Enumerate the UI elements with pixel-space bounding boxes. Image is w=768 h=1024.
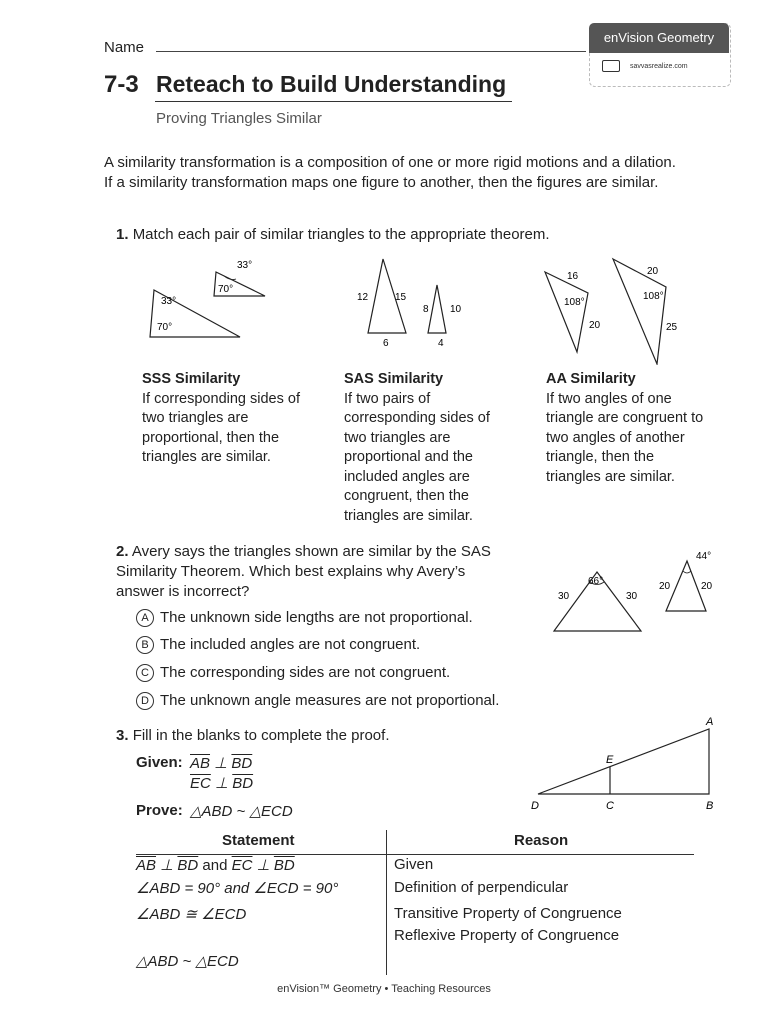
- reason-row-3: Transitive Property of Congruence: [394, 905, 622, 922]
- q3-figure: [528, 715, 718, 815]
- statement-row-5: △ABD ~ △ECD: [136, 953, 239, 970]
- theorem-body: If two angles of one triangle are congruent to two angles of another triangle, then the triangles are similar.: [546, 390, 704, 485]
- question-3-text: Fill in the blanks to complete the proof.: [132, 727, 390, 744]
- choice-a-bubble[interactable]: A: [136, 609, 154, 627]
- choice-d-bubble[interactable]: D: [136, 692, 154, 710]
- question-2-number: 2.: [116, 543, 129, 560]
- statement-row-2: ∠ABD = 90° and ∠ECD = 90°: [136, 880, 339, 897]
- svg-text:20: 20: [659, 581, 671, 592]
- svg-text:108°: 108°: [643, 291, 664, 302]
- svg-text:E: E: [606, 754, 614, 766]
- theorem-aa: [546, 370, 706, 487]
- svg-text:66°: 66°: [588, 576, 604, 587]
- svg-text:6: 6: [383, 338, 389, 349]
- choice-a[interactable]: [136, 609, 473, 627]
- theorem-sss: [142, 370, 322, 468]
- choice-a-text: The unknown side lengths are not proportional.: [160, 609, 473, 626]
- brand-logo: enVision Geometry: [589, 23, 729, 53]
- page-subtitle: Proving Triangles Similar: [156, 110, 322, 127]
- svg-text:25: 25: [666, 322, 678, 333]
- svg-text:70°: 70°: [157, 322, 173, 333]
- statement-header: Statement: [222, 832, 295, 849]
- statement-row-3: ∠ABD ≅ ∠ECD: [136, 906, 247, 923]
- lesson-number: 7-3: [104, 71, 139, 98]
- choice-b-text: The included angles are not congruent.: [160, 636, 421, 653]
- url-text: savvasrealize.com: [630, 62, 688, 70]
- choice-d-text: The unknown angle measures are not proportional.: [160, 692, 500, 709]
- given-line-1: $\overline{AB}$ ⊥ $\overline{BD}$: [190, 755, 253, 772]
- svg-text:15: 15: [395, 292, 407, 303]
- aa-triangles: [150, 260, 265, 337]
- theorem-sas: [344, 370, 514, 526]
- svg-text:44°: 44°: [696, 551, 712, 562]
- svg-text:30: 30: [558, 591, 570, 602]
- given-line-2: $\overline{EC}$ ⊥ $\overline{BD}$: [190, 775, 254, 792]
- theorem-title: SAS Similarity: [344, 371, 444, 387]
- svg-text:20: 20: [647, 266, 659, 277]
- question-2-text: Avery says the triangles shown are similar by the SAS Similarity Theorem. Which best explains why Avery’s answer is incorrect?: [116, 543, 491, 600]
- given-label: Given:: [136, 754, 183, 771]
- intro-paragraph: A similarity transformation is a composition of one or more rigid motions and a dilation. If a similarity transformation maps one figure to another, then the figures are similar.: [104, 154, 676, 191]
- reason-row-2: Definition of perpendicular: [394, 879, 569, 896]
- reason-row-4: Reflexive Property of Congruence: [394, 927, 620, 944]
- question-3-number: 3.: [116, 727, 129, 744]
- question-1-number: 1.: [116, 226, 129, 243]
- svg-text:D: D: [531, 800, 539, 812]
- name-label: Name: [104, 39, 145, 56]
- choice-d[interactable]: [136, 692, 499, 710]
- theorem-title: AA Similarity: [546, 371, 636, 387]
- name-line: [156, 51, 586, 52]
- question-3: [116, 727, 390, 744]
- question-1-text: Match each pair of similar triangles to the appropriate theorem.: [132, 226, 550, 243]
- laptop-icon: [602, 60, 620, 72]
- reason-row-1: Given: [394, 856, 434, 873]
- svg-text:8: 8: [423, 304, 429, 315]
- svg-text:10: 10: [450, 304, 462, 315]
- svg-text:30: 30: [626, 591, 638, 602]
- statement-row-1: $\overline{AB}$ ⊥ $\overline{BD}$ and $\overline{EC}$ ⊥ $\overline{BD}$: [136, 857, 295, 874]
- page-title: Reteach to Build Understanding: [156, 71, 507, 97]
- svg-text:A: A: [706, 716, 714, 728]
- svg-text:20: 20: [701, 581, 713, 592]
- q1-figures: [140, 255, 700, 365]
- table-column-rule: [386, 830, 387, 975]
- page-footer: enVision™ Geometry • Teaching Resources: [277, 983, 491, 995]
- theorem-body: If two pairs of corresponding sides of two triangles are proportional and the included angles are congruent, then the triangles are similar.: [344, 390, 490, 524]
- sas-triangles: [545, 259, 678, 364]
- svg-text:70°: 70°: [218, 284, 234, 295]
- sss-triangles: [357, 259, 462, 349]
- svg-text:12: 12: [357, 292, 369, 303]
- question-1: [116, 226, 550, 243]
- q2-figure: [550, 545, 720, 637]
- brand-url: [602, 60, 722, 72]
- theorem-body: If corresponding sides of two triangles are proportional, then the triangles are similar.: [142, 390, 300, 465]
- choice-c-text: The corresponding sides are not congruent.: [160, 664, 451, 681]
- theorem-title: SSS Similarity: [142, 371, 241, 387]
- reason-header: Reason: [514, 832, 569, 849]
- svg-text:33°: 33°: [237, 260, 253, 271]
- svg-text:108°: 108°: [564, 297, 585, 308]
- svg-text:20: 20: [589, 320, 601, 331]
- title-underline: [155, 101, 512, 102]
- choice-b[interactable]: [136, 636, 420, 654]
- choice-c-bubble[interactable]: C: [136, 664, 154, 682]
- question-2: [116, 542, 496, 602]
- choice-b-bubble[interactable]: B: [136, 636, 154, 654]
- choice-c[interactable]: [136, 664, 450, 682]
- prove-label: Prove:: [136, 802, 183, 819]
- table-header-rule: [136, 854, 694, 855]
- svg-text:33°: 33°: [161, 296, 177, 307]
- prove-statement: △ABD ~ △ECD: [190, 803, 293, 820]
- svg-text:C: C: [606, 800, 614, 812]
- svg-text:16: 16: [567, 271, 579, 282]
- svg-text:B: B: [706, 800, 714, 812]
- svg-text:4: 4: [438, 338, 444, 349]
